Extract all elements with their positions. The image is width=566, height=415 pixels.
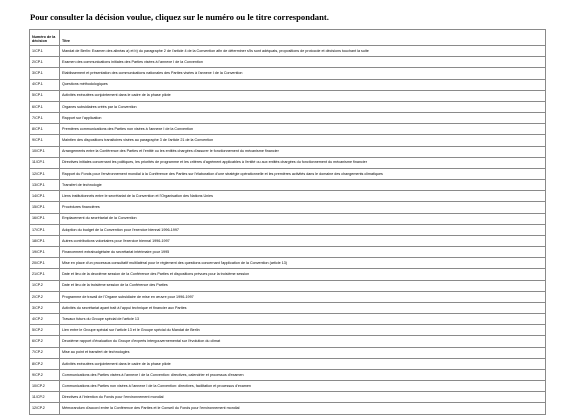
decision-number-cell: [30, 358, 60, 369]
table-header-row: [30, 30, 546, 46]
decision-title-link[interactable]: Date et lieu de la deuxième session de la Conférence des Parties et dispositions prévues pour la troisième session: [60, 269, 546, 280]
decision-number-cell: [30, 68, 60, 79]
decision-number-link[interactable]: 2/CP.1: [32, 59, 43, 64]
decision-number-link[interactable]: 20/CP.1: [32, 261, 45, 266]
decision-number-link[interactable]: 7/CP.1: [32, 115, 43, 120]
decision-number-cell: [30, 124, 60, 135]
table-body: [30, 45, 546, 414]
table-row: [30, 403, 546, 414]
decision-title-link[interactable]: Etablissement et présentation des communications nationales des Parties visées à l'annexe I de la Convention: [60, 68, 546, 79]
decision-number-link[interactable]: 11/CP.1: [32, 160, 45, 165]
table-row: [30, 381, 546, 392]
decision-number-link[interactable]: 4/CP.1: [32, 82, 43, 87]
header-title: Titre: [60, 30, 546, 46]
decision-number-cell: [30, 369, 60, 380]
decision-title-link[interactable]: Lien entre le Groupe spécial sur l'article 13 et le Groupe spécial du Mandat de Berlin: [60, 325, 546, 336]
decision-title-link[interactable]: Activités exécutées conjointement dans le cadre de la phase pilote: [60, 358, 546, 369]
decision-title-link[interactable]: Transfert de technologie: [60, 180, 546, 191]
decision-number-link[interactable]: 19/CP.1: [32, 249, 45, 254]
table-row: [30, 202, 546, 213]
decision-number-cell: [30, 180, 60, 191]
decision-number-cell: [30, 168, 60, 179]
table-row: [30, 57, 546, 68]
decision-number-cell: [30, 403, 60, 414]
decision-number-link[interactable]: 21/CP.1: [32, 272, 45, 277]
table-row: [30, 157, 546, 168]
decision-number-link[interactable]: 8/CP.1: [32, 126, 43, 131]
decision-number-link[interactable]: 13/CP.1: [32, 182, 45, 187]
decision-number-cell: [30, 269, 60, 280]
table-row: [30, 68, 546, 79]
decision-number-cell: [30, 157, 60, 168]
table-row: [30, 369, 546, 380]
decision-title-link[interactable]: Procédures financières: [60, 202, 546, 213]
decision-number-link[interactable]: 1/CP.1: [32, 48, 43, 53]
decision-number-cell: [30, 213, 60, 224]
decision-title-link[interactable]: Activités du secrétariat ayant trait à l'appui technique et financier aux Parties: [60, 302, 546, 313]
decision-title-link[interactable]: Activités exécutées conjointement dans le cadre de la phase pilote: [60, 90, 546, 101]
table-row: [30, 314, 546, 325]
decision-number-link[interactable]: 10/CP.1: [32, 149, 45, 154]
table-row: [30, 336, 546, 347]
decision-number-cell: [30, 90, 60, 101]
table-row: [30, 191, 546, 202]
table-row: [30, 291, 546, 302]
table-row: [30, 347, 546, 358]
decision-number-cell: [30, 57, 60, 68]
header-number: Numéro de la décision: [30, 30, 60, 46]
decision-number-cell: [30, 79, 60, 90]
decision-number-cell: [30, 235, 60, 246]
table-row: [30, 358, 546, 369]
decision-title-link[interactable]: Directives à l'intention du Fonds pour l'environnement mondial: [60, 392, 546, 403]
decision-number-cell: [30, 336, 60, 347]
table-row: [30, 146, 546, 157]
decision-number-link[interactable]: 8/CP.2: [32, 361, 43, 366]
decision-number-cell: [30, 258, 60, 269]
decision-number-cell: [30, 135, 60, 146]
table-row: [30, 280, 546, 291]
decision-title-link[interactable]: Financement extrabudgétaire du secrétariat intérimaire pour 1995: [60, 247, 546, 258]
decision-title-link[interactable]: Directives initiales concernant les politiques, les priorités de programme et les critères d'agrément applicables à l'entité ou aux entités chargées du fonctionnement du mécanisme financier: [60, 157, 546, 168]
decisions-table: [29, 29, 546, 415]
decision-number-cell: [30, 347, 60, 358]
instruction-heading: Pour consulter la décision voulue, cliquez sur le numéro ou le titre correspondant.: [30, 12, 329, 22]
decision-number-cell: [30, 314, 60, 325]
table-row: [30, 180, 546, 191]
decision-number-link[interactable]: 9/CP.2: [32, 372, 43, 377]
decision-title-link[interactable]: Liens institutionnels entre le secrétariat de la Convention et l'Organisation des Nations Unies: [60, 191, 546, 202]
decision-title-link[interactable]: Emplacement du secrétariat de la Convention: [60, 213, 546, 224]
decision-title-link[interactable]: Communications des Parties non visées à l'annexe I de la Convention: directives, facilitation et processus d'examen: [60, 381, 546, 392]
table-row: [30, 135, 546, 146]
decision-title-link[interactable]: Deuxième rapport d'évaluation du Groupe d'experts intergouvernemental sur l'évolution du climat: [60, 336, 546, 347]
table-row: [30, 113, 546, 124]
table-row: [30, 101, 546, 112]
decision-title-link[interactable]: Questions méthodologiques: [60, 79, 546, 90]
decision-title-link[interactable]: Rapport du Fonds pour l'environnement mondial à la Conférence des Parties sur l'élaboration d'une stratégie opérationnelle et les premières activités dans le domaine des changements climatiques: [60, 168, 546, 179]
decision-number-link[interactable]: 6/CP.1: [32, 104, 43, 109]
decision-number-link[interactable]: 4/CP.2: [32, 316, 43, 321]
decision-number-link[interactable]: 3/CP.2: [32, 305, 43, 310]
decision-number-link[interactable]: 1/CP.2: [32, 283, 43, 288]
decision-number-link[interactable]: 6/CP.2: [32, 339, 43, 344]
decision-title-link[interactable]: Organes subsidiaires créés par la Convention: [60, 101, 546, 112]
table-row: [30, 45, 546, 56]
table-row: [30, 392, 546, 403]
decision-number-cell: [30, 146, 60, 157]
table-row: [30, 213, 546, 224]
decision-number-link[interactable]: 11/CP.2: [32, 395, 45, 400]
decision-title-link[interactable]: Date et lieu de la troisième session de la Conférence des Parties: [60, 280, 546, 291]
table-row: [30, 90, 546, 101]
decision-number-link[interactable]: 9/CP.1: [32, 138, 43, 143]
table-row: [30, 235, 546, 246]
decision-number-cell: [30, 191, 60, 202]
table-row: [30, 258, 546, 269]
decision-title-link[interactable]: Communications des Parties visées à l'annexe I de la Convention: directives, calendrier et processus d'examen: [60, 369, 546, 380]
table-row: [30, 124, 546, 135]
decision-number-link[interactable]: 18/CP.1: [32, 238, 45, 243]
decision-number-cell: [30, 224, 60, 235]
decision-title-link[interactable]: Travaux futurs du Groupe spécial de l'article 13: [60, 314, 546, 325]
table-row: [30, 79, 546, 90]
decision-number-link[interactable]: 15/CP.1: [32, 205, 45, 210]
decision-number-cell: [30, 113, 60, 124]
decision-title-link[interactable]: Premières communications des Parties non visées à l'annexe I de la Convention: [60, 124, 546, 135]
decision-number-cell: [30, 392, 60, 403]
decision-number-cell: [30, 325, 60, 336]
decision-number-link[interactable]: 7/CP.2: [32, 350, 43, 355]
decision-number-cell: [30, 291, 60, 302]
decision-number-link[interactable]: 16/CP.1: [32, 216, 45, 221]
decision-title-link[interactable]: Mémorandum d'accord entre la Conférence des Parties et le Conseil du Fonds pour l'environnement mondial: [60, 403, 546, 414]
decision-title-link[interactable]: Mandat de Berlin: Examen des alinéas a) et b) du paragraphe 2 de l'article 4 de la Convention afin de déterminer s'ils sont adéquats, propositions de protocole et décisions touchant la suite: [60, 45, 546, 56]
decision-number-link[interactable]: 17/CP.1: [32, 227, 45, 232]
table-row: [30, 302, 546, 313]
decision-title-link[interactable]: Mise en place d'un processus consultatif multilatéral pour le règlement des questions concernant l'application de la Convention (article 13): [60, 258, 546, 269]
decision-number-cell: [30, 247, 60, 258]
decision-title-link[interactable]: Maintien des dispositions transitoires visées au paragraphe 3 de l'article 21 de la Convention: [60, 135, 546, 146]
decision-number-link[interactable]: 5/CP.1: [32, 93, 43, 98]
decision-number-link[interactable]: 10/CP.2: [32, 383, 45, 388]
decision-number-cell: [30, 202, 60, 213]
decision-number-link[interactable]: 5/CP.2: [32, 328, 43, 333]
decision-number-cell: [30, 280, 60, 291]
table-row: [30, 247, 546, 258]
table-row: [30, 269, 546, 280]
table-row: [30, 224, 546, 235]
table-row: [30, 168, 546, 179]
decision-number-link[interactable]: 14/CP.1: [32, 194, 45, 198]
decision-title-link[interactable]: Adoption du budget de la Convention pour l'exercice biennal 1996-1997: [60, 224, 546, 235]
decision-title-link[interactable]: Mise au point et transfert de technologies: [60, 347, 546, 358]
decision-number-link[interactable]: 12/CP.2: [32, 406, 45, 411]
decision-number-cell: [30, 45, 60, 56]
decision-number-link[interactable]: 2/CP.2: [32, 294, 43, 299]
decision-title-link[interactable]: Autres contributions volontaires pour l'exercice biennal 1996-1997: [60, 235, 546, 246]
decision-title-link[interactable]: Rapport sur l'application: [60, 113, 546, 124]
decision-number-link[interactable]: 3/CP.1: [32, 71, 43, 76]
decision-number-cell: [30, 101, 60, 112]
table-row: [30, 325, 546, 336]
decision-title-link[interactable]: Programme de travail de l'Organe subsidiaire de mise en œuvre pour 1996-1997: [60, 291, 546, 302]
decision-title-link[interactable]: Examen des communications initiales des Parties visées à l'annexe I de la Convention: [60, 57, 546, 68]
decision-title-link[interactable]: Arrangements entre la Conférence des Parties et l'entité ou les entités chargées d'assurer le fonctionnement du mécanisme financier: [60, 146, 546, 157]
decision-number-cell: [30, 381, 60, 392]
decision-number-cell: [30, 302, 60, 313]
decision-number-link[interactable]: 12/CP.1: [32, 171, 45, 176]
